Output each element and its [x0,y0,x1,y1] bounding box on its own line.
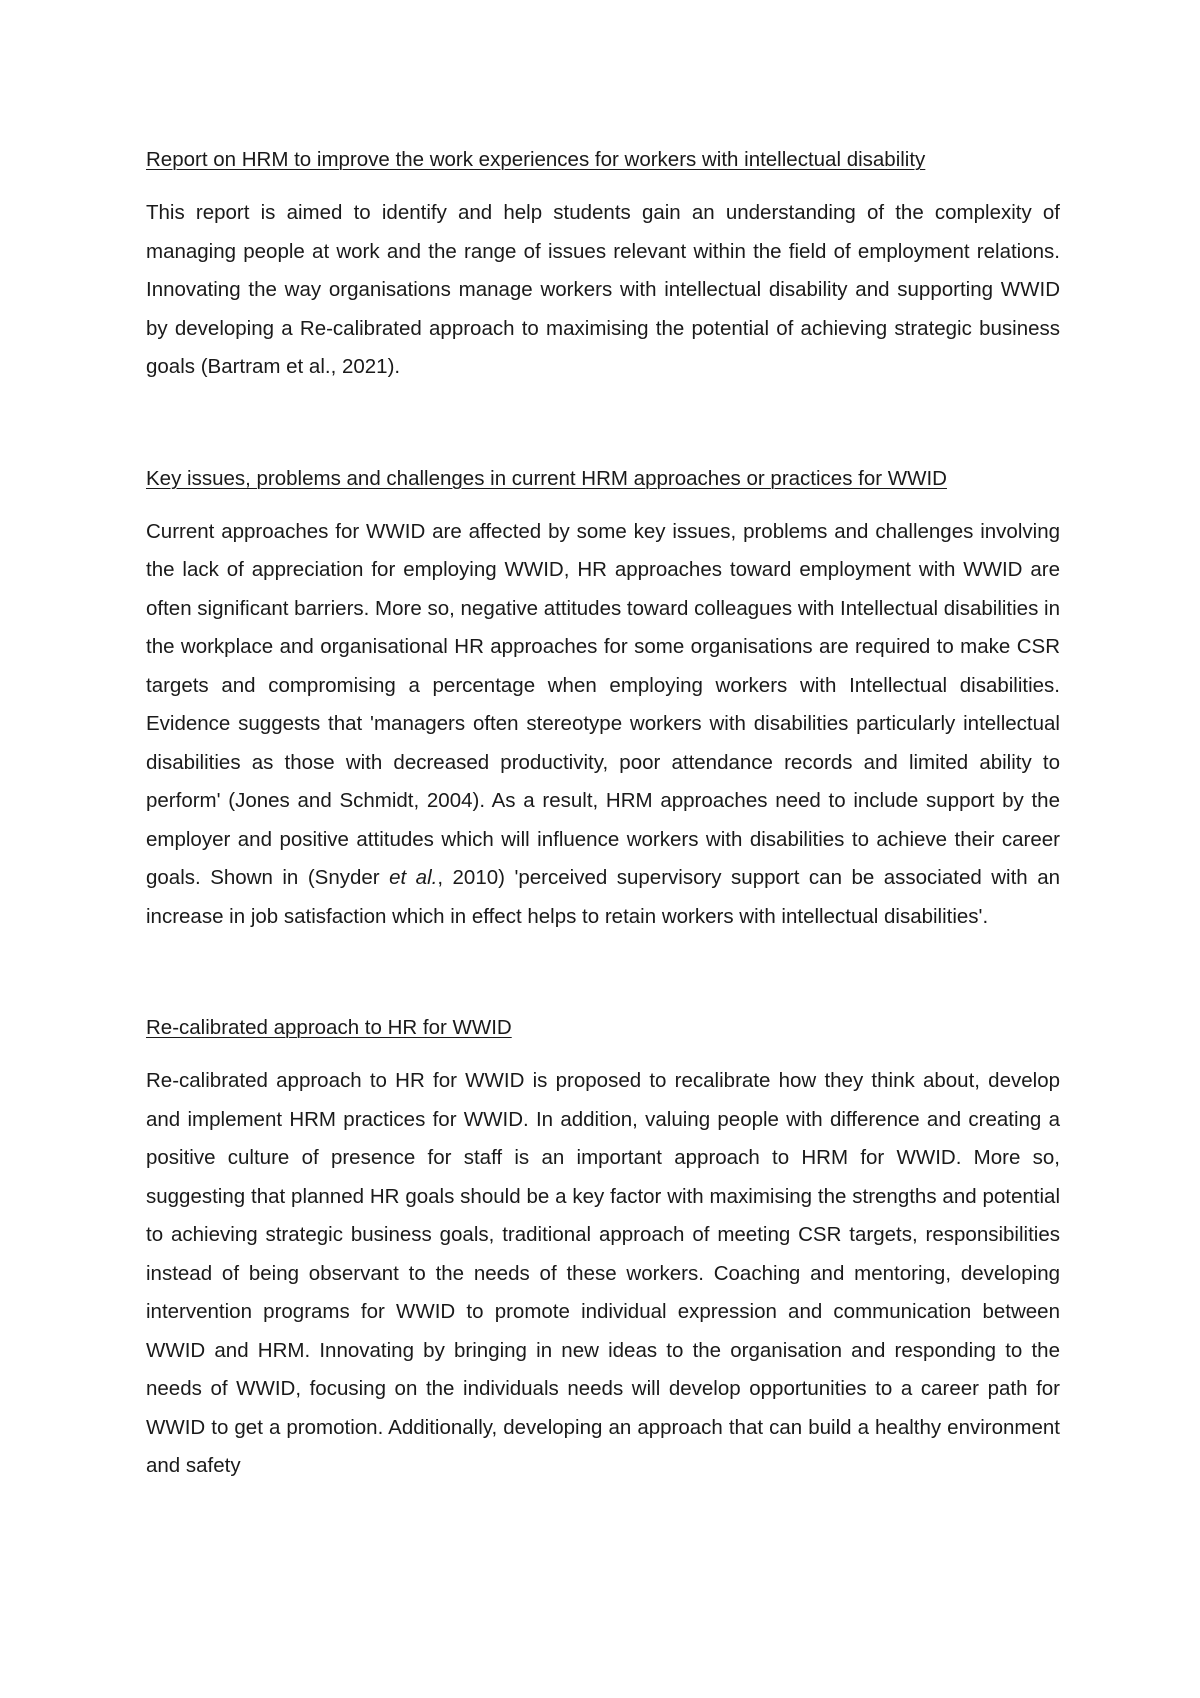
section-heading-report: Report on HRM to improve the work experiences for workers with intellectual disability [146,148,926,171]
document-body [146,142,1060,1486]
section-paragraph-key-issues [146,513,1060,937]
section-heading-key-issues: Key issues, problems and challenges in current HRM approaches or practices for WWID [146,466,947,490]
section-paragraph-recalibrated: Re-calibrated approach to HR for WWID is proposed to recalibrate how they think about, develop and implement HRM practices for WWID. In addition, valuing people with difference and creating a positive culture of presence for staff is an important approach to HRM for WWID. More so, suggesting that planned HR goals should be a key factor with maximising the strengths and potential to achieving strategic business goals, traditional approach of meeting CSR targets, responsibilities instead of being observant to the needs of these workers. Coaching and mentoring, developing intervention programs for WWID to promote individual expression and communication between WWID and HRM. Innovating by bringing in new ideas to the organisation and responding to the needs of WWID, focusing on the individuals needs will develop opportunities to a career path for WWID to get a promotion. Additionally, developing an approach that can build a healthy environment and safety [146,1069,1060,1477]
paragraph-text-part-1: Current approaches for WWID are affected by some key issues, problems and challenges involving the lack of appreciation for employing WWID, HR approaches toward employment with WWID are often significant barriers. More so, negative attitudes toward colleagues with Intellectual disabilities in the workplace and organisational HR approaches for some organisations are required to make CSR targets and compromising a percentage when employing workers with Intellectual disabilities. Evidence suggests that 'managers often stereotype workers with disabilities particularly intellectual disabilities as those with decreased productivity, poor attendance records and limited ability to perform' (Jones and Schmidt, 2004). As a result, HRM approaches need to include support by the employer and positive attitudes which will influence workers with disabilities to achieve their career goals. Shown in (Snyder [146,519,1060,889]
paragraph-text-part-2: , 2010) 'perceived supervisory support can be associated with an increase in job satisfaction which in effect helps to retain workers with intellectual disabilities'. [146,866,1060,928]
section-heading-recalibrated: Re-calibrated approach to HR for WWID [146,1016,512,1039]
section-paragraph-intro: This report is aimed to identify and help students gain an understanding of the complexity of managing people at work and the range of issues relevant within the field of employment relations. Innovating the way organisations manage workers with intellectual disability and supporting WWID by developing a Re-calibrated approach to maximising the potential of achieving strategic business goals (Bartram et al., 2021). [146,201,1060,378]
section-spacer [146,936,1060,1010]
paragraph-italic-citation: et al. [389,866,438,889]
section-spacer [146,387,1060,461]
